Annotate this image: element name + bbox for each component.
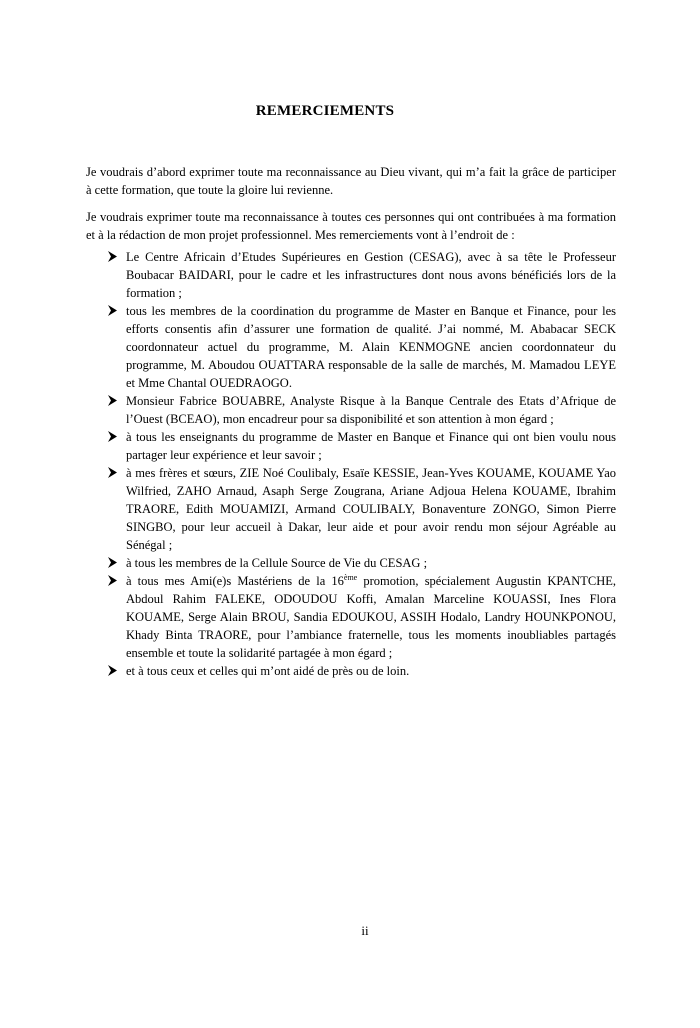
list-item-text: tous les membres de la coordination du programme de Master en Banque et Finance, pour les efforts consentis afin d’assurer une formation de qualité. J’ai nommé, M. Ababacar SECK coordonnateur actuel du programme, M. Alain KENMOGNE ancien coordonnateur du programme, M. Aboudou OUATTARA responsable de la salle de marchés, M. Mamadou LEYE et Mme Chantal OUEDRAOGO. (126, 304, 616, 390)
arrow-bullet-icon (108, 467, 117, 478)
list-item-text: à tous les membres de la Cellule Source de Vie du CESAG ; (126, 556, 428, 570)
arrow-bullet-icon (108, 665, 117, 676)
list-item-text: Monsieur Fabrice BOUABRE, Analyste Risque à la Banque Centrale des Etats d’Afrique de l’Ouest (BCEAO), mon encadreur pour sa disponibilité et son attention à mon égard ; (126, 394, 616, 426)
ordinal-superscript: ème (343, 573, 358, 582)
list-item (86, 392, 616, 428)
acknowledgements-body (86, 163, 616, 680)
list-item-text: Le Centre Africain d’Etudes Supérieures en Gestion (CESAG), avec à sa tête le Professeur Boubacar BAIDARI, pour le cadre et les infrastructures dont nous avons bénéficiés lors de la formation ; (126, 250, 616, 300)
intro-paragraph-1: Je voudrais d’abord exprimer toute ma reconnaissance au Dieu vivant, qui m’a fait la grâce de participer à cette formation, que toute la gloire lui revienne. (86, 165, 616, 197)
list-item (86, 662, 616, 680)
list-item (86, 302, 616, 392)
list-item (86, 464, 616, 554)
list-item-text-after: promotion, spécialement Augustin KPANTCHE, Abdoul Rahim FALEKE, ODOUDOU Koffi, Amalan Marceline KOUASSI, Ines Flora KOUAME, Serge Alain BROU, Sandia EDOUKOU, ASSIH Hodalo, Landry HOUNKPONOU, Khady Binta TRAORE, pour l’ambiance fraternelle, tous les moments inoubliables partagés ensemble et toute la solidarité partagée à mon égard ; (126, 574, 616, 660)
arrow-bullet-icon (108, 251, 117, 262)
list-item (86, 554, 616, 572)
page-title: REMERCIEMENTS (255, 103, 395, 119)
page-number: ii (361, 923, 369, 938)
list-item (86, 428, 616, 464)
intro-paragraph-2: Je voudrais exprimer toute ma reconnaissance à toutes ces personnes qui ont contribuées à ma formation et à la rédaction de mon projet professionnel. Mes remerciements vont à l’endroit de : (86, 210, 616, 242)
list-item (86, 248, 616, 302)
arrow-bullet-icon (108, 305, 117, 316)
arrow-bullet-icon (108, 557, 117, 568)
acknowledgement-list (86, 248, 616, 680)
arrow-bullet-icon (108, 575, 117, 586)
list-item-text: à tous les enseignants du programme de Master en Banque et Finance qui ont bien voulu nous partager leur expérience et leur savoir ; (126, 430, 616, 462)
list-item-text: à mes frères et sœurs, ZIE Noé Coulibaly, Esaïe KESSIE, Jean-Yves KOUAME, KOUAME Yao Wilfried, ZAHO Arnaud, Asaph Serge Zougrana, Ariane Adjoua Helena KOUAME, Ibrahim TRAORE, Edith MOUAMIZI, Armand COULIBALY, Bonaventure ZONGO, Simon Pierre SINGBO, pour leur accueil à Dakar, leur aide et pour avoir rendu mon séjour Agréable au Sénégal ; (126, 466, 616, 552)
arrow-bullet-icon (108, 431, 117, 442)
arrow-bullet-icon (108, 395, 117, 406)
list-item (86, 572, 616, 662)
list-item-text: et à tous ceux et celles qui m’ont aidé de près ou de loin. (126, 664, 410, 678)
list-item-text-before: à tous mes Ami(e)s Mastériens de la 16 (126, 574, 344, 588)
